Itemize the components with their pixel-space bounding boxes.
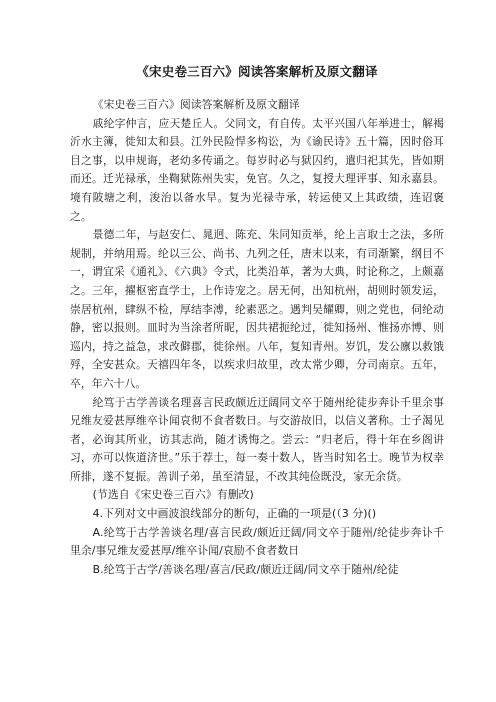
body-paragraph-3: 纶笃于古学善谈名理喜言民政颇近迂阔同文卒于随州纶徒步奔讣千里余事兄维友爱甚厚维卒讣闻哀彻不食者数日。与交游故旧，以信义著称。士子渴见者，必询其所业，访其志尚，随才诱悔之。尝云：“归老后，得十年在乡阁讲习，亦可以恢道济世。”乐于荐士，每一奏十数人，皆当时知名士。晚节为权幸所排，遂不复振。善训子弟，虽至清显，不改其纯俭既没，家无余货。 [70, 395, 444, 483]
subtitle-paragraph: 《宋史卷三百六》阅读答案解析及原文翻译 [92, 98, 300, 111]
option-b: B.纶笃于古学/善谈名理/喜言/民政/颇近迂阔/同文卒于随州/纶徒 [92, 562, 399, 576]
body-paragraph-2: 景德二年，与赵安仁、晁迥、陈充、朱同知贡举，纶上言取士之法，多所规制，并纳用焉。纶以三公、尚书、九列之任，唐末以来，有司渐繁，纲目不一，谓宜采《通礼》、《六典》令式，比类沿革，著为大典，时论称之，上颇嘉之。三年，擢枢密直学士，上作诗宠之。居无何，出知杭州，胡则时领发运，崇居杭州，肆纵不检，厚结李溥，纶素恶之。遇判吴耀卿，则之党也，伺纶动静，密以报则。皿时为当涂者所昵，因共裙扼纶过，徙知扬州、惟扬亦博、则巡内，持之益急，求改僻郡，徙徐州。八年，复知青州。岁饥，发公廪以救饿殍，全安甚众。天禧四年冬，以疾求归故里，改太常少卿，分司南京。五年，卒，年六十八。 [70, 228, 444, 390]
source-note: (节选自《宋史卷三百六》有删改) [92, 488, 254, 502]
body-paragraph-1: 戚纶字仲言，应天楚丘人。父同文，有自传。太平兴国八年举进士，解褐沂水主簿，徙知太和县。江外民险悍多构讼，为《谕民诗》五十篇，因时俗耳目之事，以申规诲，老幼多传诵之。每岁时必与狱囚约，遣归祀其先，皆如期而还。迁光禄承，坐鞫狱陈州失实，免官。久之，复授大理评事、知永嘉县。境有陂塘之利，浚治以备水旱。复为光禄寺承，转运使又上其政绩，连诏褒之。 [70, 116, 444, 223]
option-a: A.纶笃于古学善谈名理/喜言民政/颇近迂阔/同文卒于随州/纶徒步奔讣千里余/事兄维友爱甚厚/维卒讣闻/哀励不食者数日 [70, 525, 444, 558]
question-4: 4.下列对文中画波浪线部分的断句，正确的一项是(（3 分)() [92, 507, 377, 521]
document-title: 《宋史卷三百六》阅读答案解析及原文翻译 [136, 64, 378, 79]
